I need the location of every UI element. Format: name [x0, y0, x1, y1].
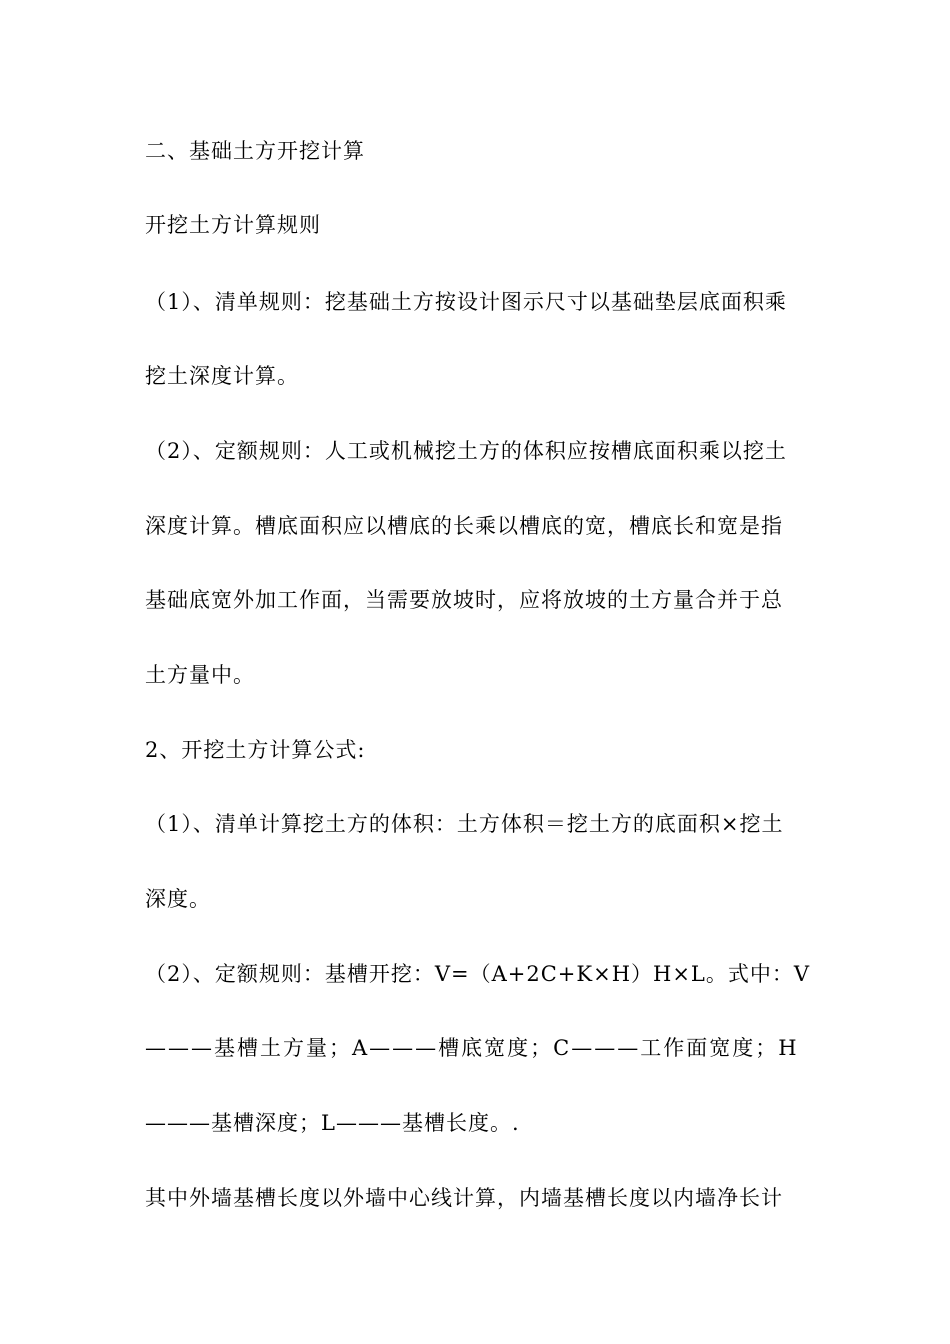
subheading-formulas: 2、开挖土方计算公式:: [145, 738, 366, 762]
subheading-rules: 开挖土方计算规则: [145, 213, 321, 237]
paragraph-line: 土方量中。: [145, 663, 255, 687]
paragraph-line: 其中外墙基槽长度以外墙中心线计算，内墙基槽长度以内墙净长计: [145, 1186, 783, 1210]
paragraph-line: （1）、清单计算挖土方的体积：土方体积＝挖土方的底面积×挖土: [145, 812, 784, 836]
formula-line: （2）、定额规则：基槽开挖：V=（A+2C+K×H）H×L。式中：V: [145, 962, 811, 986]
formula-legend-line: ———基槽深度；L———基槽长度。.: [145, 1111, 520, 1135]
paragraph-line: （2）、定额规则：人工或机械挖土方的体积应按槽底面积乘以挖土: [145, 439, 787, 463]
paragraph-line: 深度计算。槽底面积应以槽底的长乘以槽底的宽，槽底长和宽是指: [145, 514, 783, 538]
section-heading: 二、基础土方开挖计算: [145, 139, 365, 163]
paragraph-line: （1）、清单规则：挖基础土方按设计图示尺寸以基础垫层底面积乘: [145, 290, 787, 314]
paragraph-line: 挖土深度计算。: [145, 364, 299, 388]
paragraph-line: 深度。: [145, 887, 211, 911]
paragraph-line: 基础底宽外加工作面，当需要放坡时，应将放坡的土方量合并于总: [145, 588, 783, 612]
formula-legend-line: ———基槽土方量；A———槽底宽度；C———工作面宽度；H: [145, 1036, 799, 1060]
